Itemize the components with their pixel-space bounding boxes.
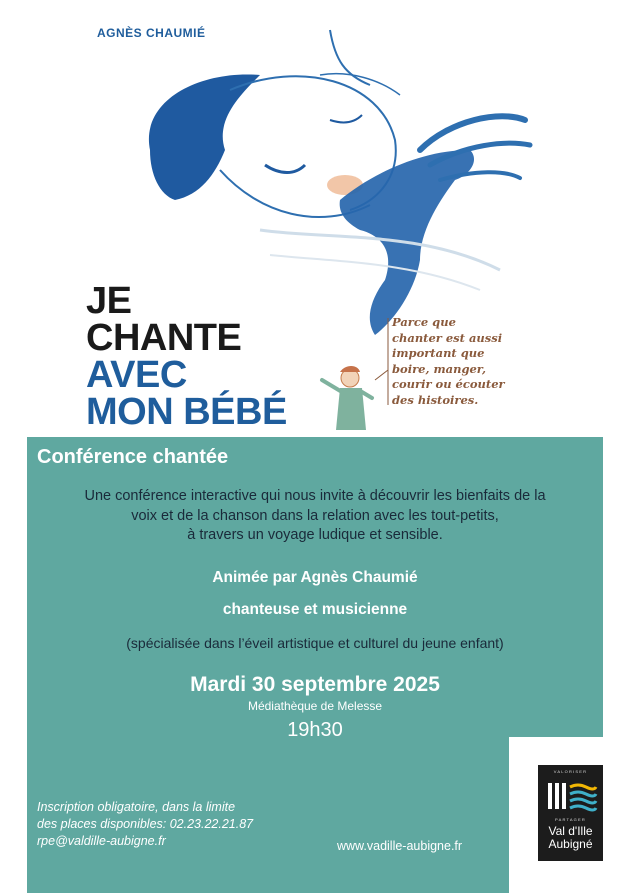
event-description: [27, 487, 603, 546]
quote-line: boire, manger,: [392, 361, 487, 376]
quote-line: Parce que: [392, 315, 456, 329]
title-line: JE: [86, 280, 132, 322]
animated-by: Animée par Agnès Chaumié: [212, 569, 418, 586]
performer-role: chanteuse et musicienne: [222, 601, 408, 618]
inscription-line: Inscription obligatoire, dans la limite: [37, 800, 236, 814]
inscription-info: [37, 799, 253, 850]
book-title: [86, 280, 287, 433]
quote-line: des histoires.: [392, 392, 479, 407]
performer-specialty: (spécialisée dans l’éveil artistique et culturel du jeune enfant): [126, 635, 504, 651]
author-name: AGNÈS CHAUMIÉ: [97, 26, 206, 40]
quote-line: chanter est aussi: [392, 330, 503, 345]
ille-logo-icon: [538, 777, 603, 817]
inscription-email[interactable]: rpe@valdille-aubigne.fr: [37, 834, 166, 848]
logo-mid-text: PARTAGER: [555, 817, 586, 822]
title-line: CHANTE: [86, 317, 242, 359]
event-heading: Conférence chantée: [37, 446, 229, 468]
cover-quote: [392, 315, 512, 408]
inscription-phone: des places disponibles: 02.23.22.21.87: [37, 817, 254, 831]
title-line: AVEC: [86, 354, 187, 396]
logo-top-text: VALORISER: [553, 769, 588, 774]
description-line: Une conférence interactive qui nous invite à découvrir les bienfaits de la: [84, 488, 546, 504]
val-dille-aubigne-logo: [538, 765, 603, 861]
logo-name-line2: Aubigné: [548, 837, 593, 851]
event-date: Mardi 30 septembre 2025: [190, 673, 440, 696]
website-link[interactable]: www.vadille-aubigne.fr: [337, 839, 463, 853]
event-time: 19h30: [287, 719, 343, 741]
quote-line: courir ou écouter: [392, 377, 505, 391]
description-line: voix et de la chanson dans la relation avec les tout-petits,: [131, 507, 499, 524]
title-line: MON BÉBÉ: [86, 391, 287, 433]
description-line: à travers un voyage ludique et sensible.: [187, 527, 443, 543]
book-cover: [0, 0, 631, 440]
event-venue: Médiathèque de Melesse: [247, 699, 383, 713]
logo-name-line1: Val d'Ille: [548, 824, 593, 838]
quote-line: important que: [392, 346, 485, 360]
